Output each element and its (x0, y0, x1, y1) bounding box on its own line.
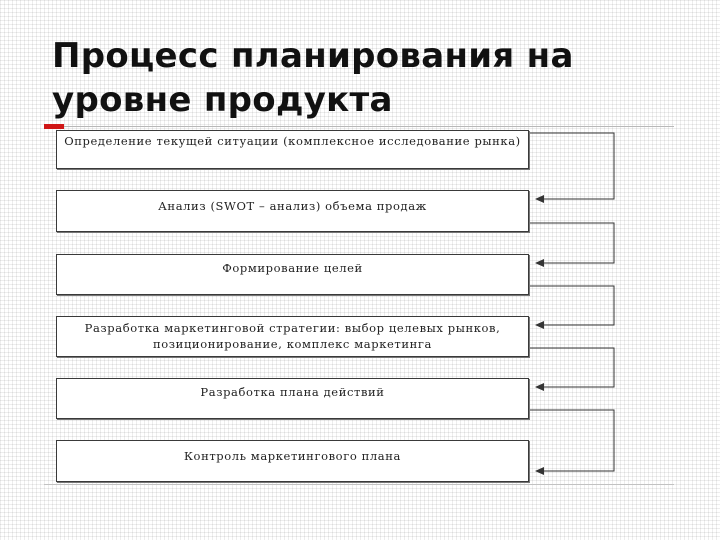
step-action-plan: Разработка плана действий (56, 378, 529, 419)
slide-title: Процесс планирования на уровне продукта (52, 36, 574, 120)
connector-step4-to-step5 (530, 348, 614, 387)
connector-step1-to-step2 (530, 133, 614, 199)
connector-step2-to-step3 (530, 223, 614, 263)
step-goal-setting: Формирование целей (56, 254, 529, 295)
step-swot-analysis: Анализ (SWOT – анализ) объема продаж (56, 190, 529, 232)
step-plan-control: Контроль маркетингового плана (56, 440, 529, 482)
step-marketing-strategy: Разработка маркетинговой стратегии: выбор целевых рынков, позиционирование, комплекс маркетинга (56, 316, 529, 357)
connector-step3-to-step4 (530, 286, 614, 325)
footer-rule (44, 484, 674, 485)
connector-step5-to-step6 (530, 410, 614, 471)
step-situation-analysis: Определение текущей ситуации (комплексное исследование рынка) (56, 130, 529, 169)
